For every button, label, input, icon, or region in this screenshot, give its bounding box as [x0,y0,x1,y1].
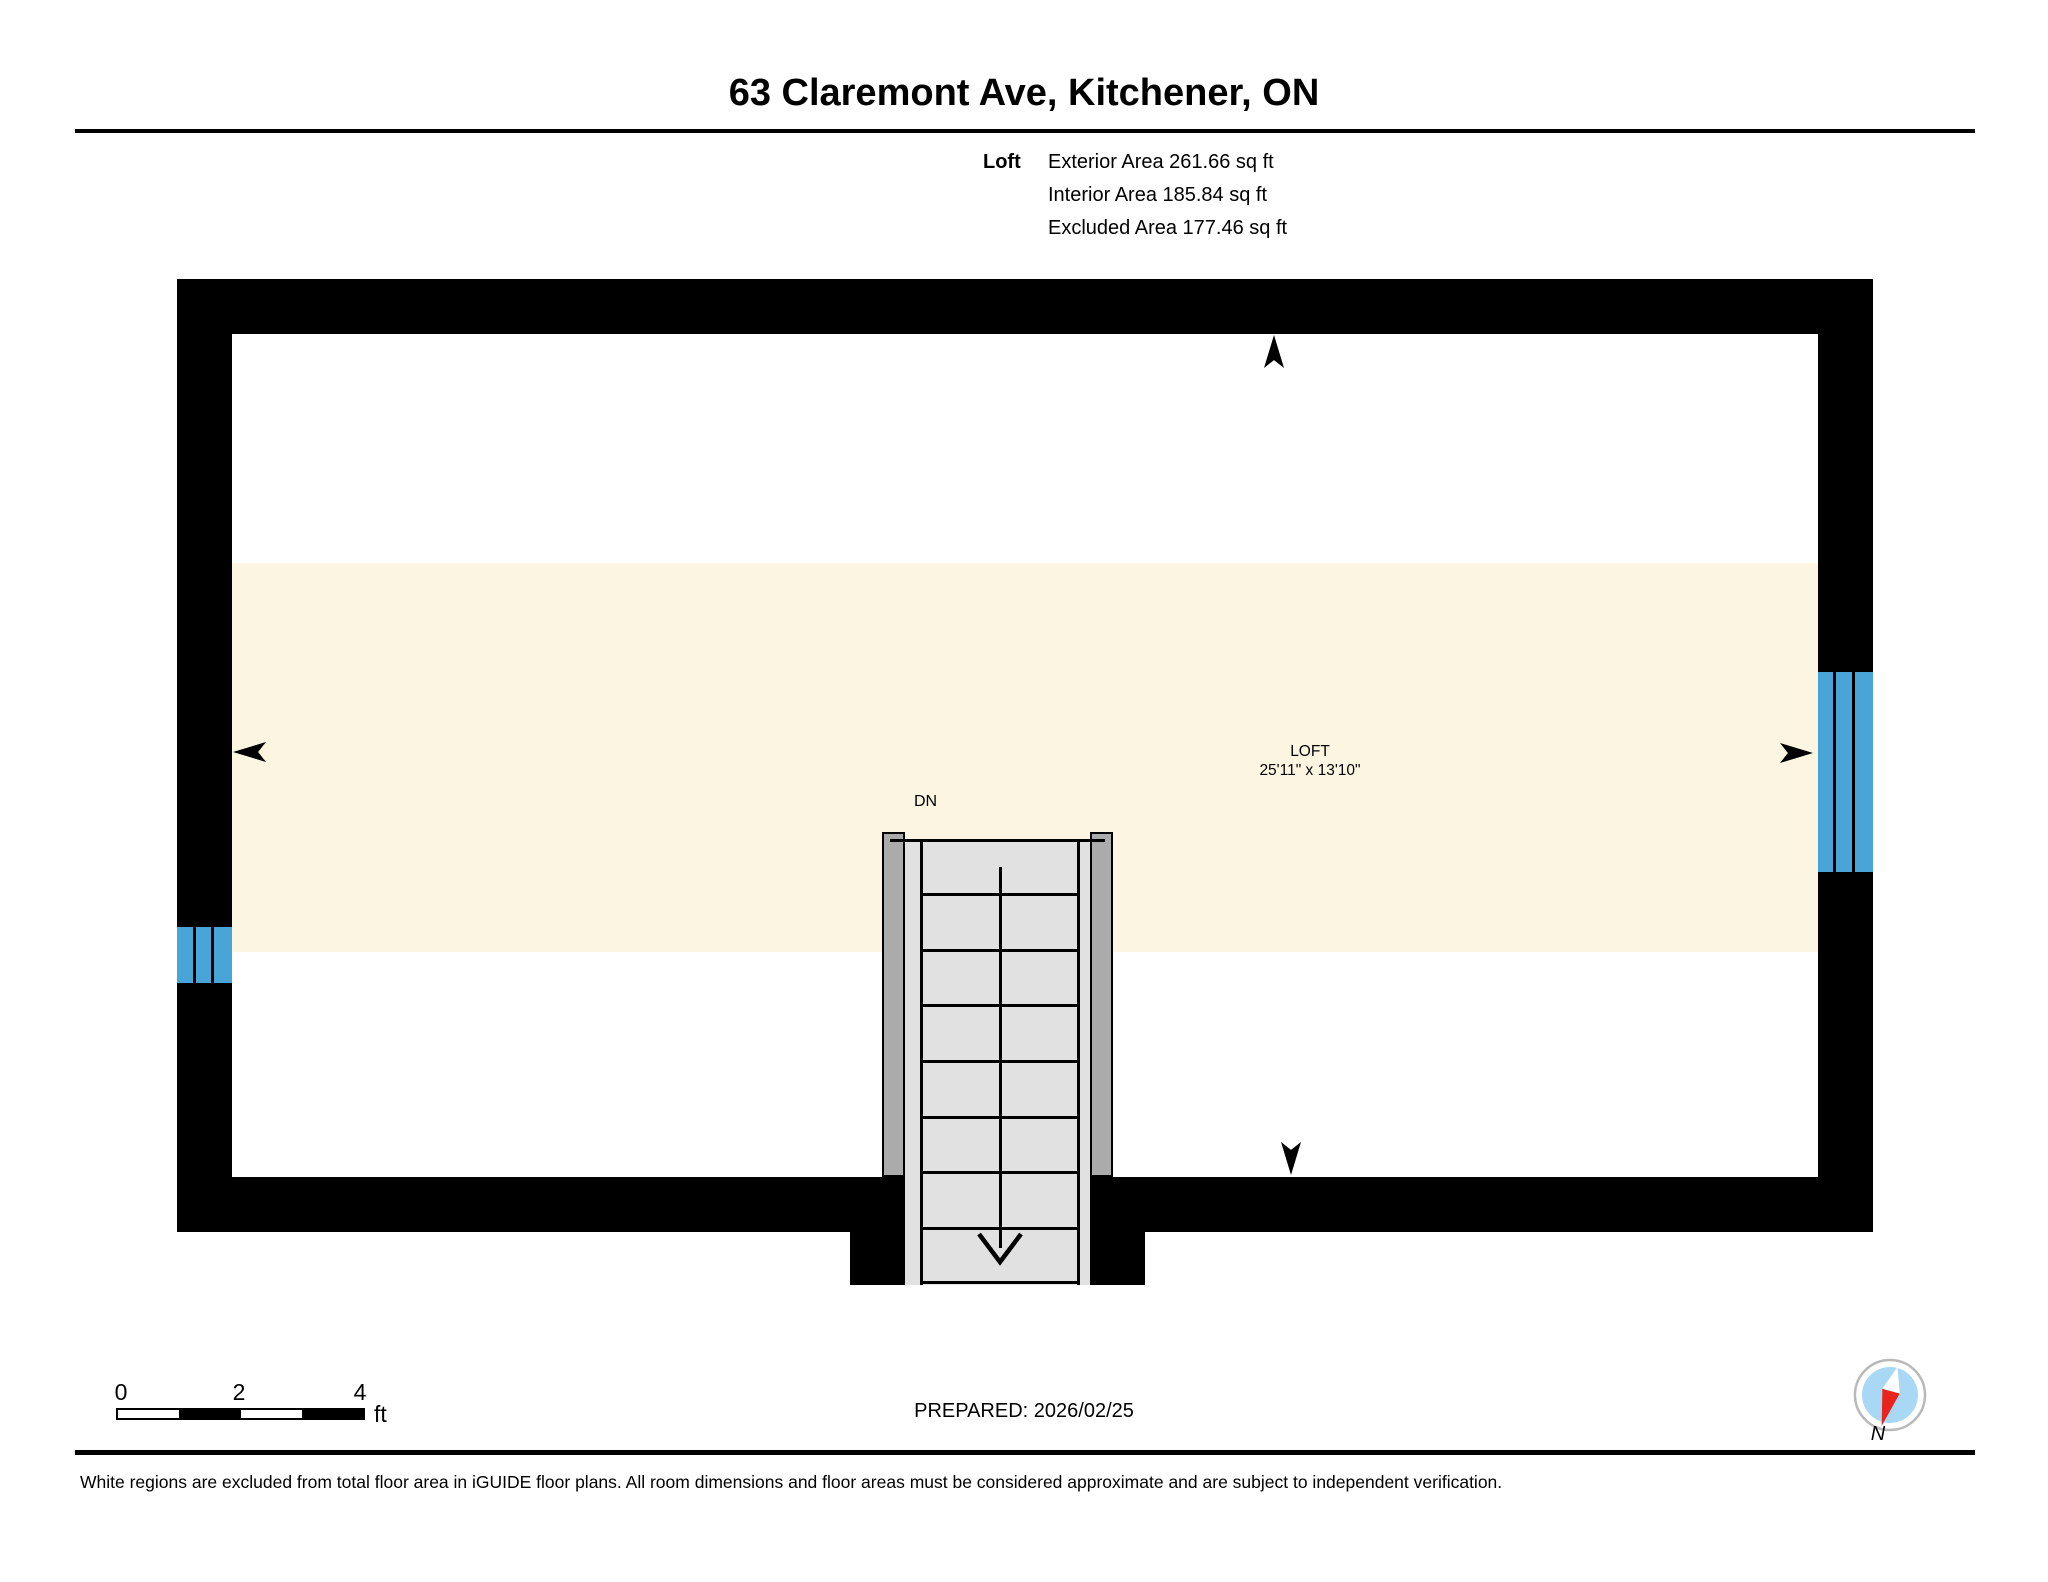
stair-rail-left [882,832,905,1177]
footer-divider [75,1450,1975,1455]
header-divider [75,129,1975,133]
stair-down-arrow-icon [972,1228,1028,1268]
window-pane-divider [193,927,196,983]
excluded-area-value: Excluded Area 177.46 sq ft [1048,217,1288,239]
window-pane-divider [1852,672,1855,872]
room-dimensions: 25'11" x 13'10" [1259,762,1361,779]
stair-run-line [999,867,1002,1248]
room-label [1210,742,1410,780]
window-left [177,927,232,983]
scale-tick-0: 0 [114,1379,128,1405]
window-pane-divider [1833,672,1836,872]
stair-direction-label: DN [914,793,938,810]
page-title: 63 Claremont Ave, Kitchener, ON [728,72,1320,114]
scale-tick-4: 4 [353,1379,367,1405]
stair-bottom-edge [920,1281,1080,1284]
floor-name-label: Loft [983,151,1021,173]
stair-rail-right [1090,832,1113,1177]
exterior-area-value: Exterior Area 261.66 sq ft [1048,151,1274,173]
scale-unit-label: ft [374,1401,387,1427]
footer-disclaimer: White regions are excluded from total floor area in iGUIDE floor plans. All room dimensions and floor areas must be considered approximate and are subject to independent verification. [80,1472,1503,1492]
window-pane-divider [211,927,214,983]
compass-north-label: N [1870,1423,1886,1445]
prepared-date: PREPARED: 2026/02/25 [914,1400,1134,1422]
window-right [1818,672,1873,872]
area-summary [983,146,1287,245]
interior-area-value: Interior Area 185.84 sq ft [1048,184,1268,206]
room-name: LOFT [1290,743,1330,760]
scale-tick-2: 2 [232,1379,246,1405]
